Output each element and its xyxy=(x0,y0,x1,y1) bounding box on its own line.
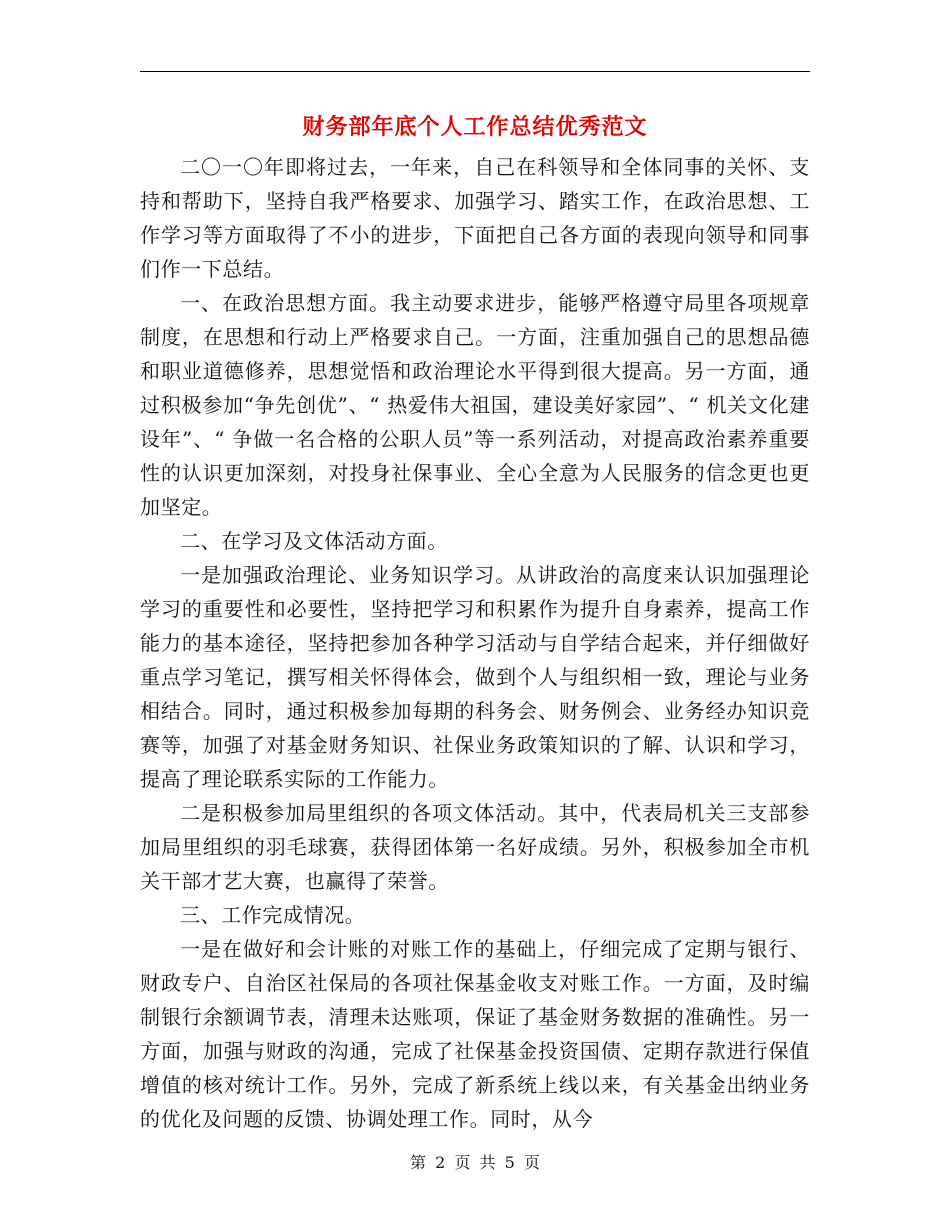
footer-total-pages: 5 xyxy=(504,1153,515,1172)
document-body xyxy=(140,150,810,1136)
footer-prefix: 第 xyxy=(410,1153,427,1172)
paragraph-study-1: 一是加强政治理论、业务知识学习。从讲政治的高度来认识加强理论学习的重要性和必要性，坚持把学习和积累作为提升自身素养，提高工作能力的基本途径，坚持把参加各种学习活动与自学结合起来，并仔细做好重点学习笔记，撰写相关怀得体会，做到个人与组织相一致，理论与业务相结合。同时，通过积极参加每期的科务会、财务例会、业务经办知识竞赛等，加强了对基金财务知识、社保业务政策知识的了解、认识和学习，提高了理论联系实际的工作能力。 xyxy=(140,563,810,791)
page-footer xyxy=(0,1152,950,1174)
footer-total-label: 共 xyxy=(479,1153,496,1172)
paragraph-political: 一、在政治思想方面。我主动要求进步，能够严格遵守局里各项规章制度，在思想和行动上严格要求自己。一方面，注重加强自己的思想品德和职业道德修养，思想觉悟和政治理论水平得到很大提高。另一方面，通过积极参加“争先创优”、“ 热爱伟大祖国，建设美好家园”、“ 机关文化建设年”、“ 争做一名合格的公职人员”等一系列活动，对提高政治素养重要性的认识更加深刻，对投身社保事业、全心全意为人民服务的信念更也更加坚定。 xyxy=(140,291,810,519)
footer-page-label: 页 xyxy=(454,1153,471,1172)
footer-page-number: 2 xyxy=(435,1153,446,1172)
document-title: 财务部年底个人工作总结优秀范文 xyxy=(302,114,648,140)
paragraph-work-heading: 三、工作完成情况。 xyxy=(180,903,366,927)
header-rule xyxy=(140,71,810,72)
paragraph-intro: 二〇一〇年即将过去，一年来，自己在科领导和全体同事的关怀、支持和帮助下，坚持自我严格要求、加强学习、踏实工作，在政治思想、工作学习等方面取得了不小的进步，下面把自己各方面的表现向领导和同事们作一下总结。 xyxy=(140,155,810,281)
paragraph-study-2: 二是积极参加局里组织的各项文体活动。其中，代表局机关三支部参加局里组织的羽毛球赛，获得团体第一名好成绩。另外，积极参加全市机关干部才艺大赛，也赢得了荣誉。 xyxy=(140,801,810,893)
paragraph-work-1: 一是在做好和会计账的对账工作的基础上，仔细完成了定期与银行、财政专户、自治区社保局的各项社保基金收支对账工作。一方面，及时编制银行余额调节表，清理未达账项，保证了基金财务数据的准确性。另一方面，加强与财政的沟通，完成了社保基金投资国债、定期存款进行保值增值的核对统计工作。另外，完成了新系统上线以来，有关基金出纳业务的优化及问题的反馈、协调处理工作。同时，从今 xyxy=(140,937,810,1131)
footer-suffix: 页 xyxy=(523,1153,540,1172)
paragraph-study-heading: 二、在学习及文体活动方面。 xyxy=(180,529,448,553)
